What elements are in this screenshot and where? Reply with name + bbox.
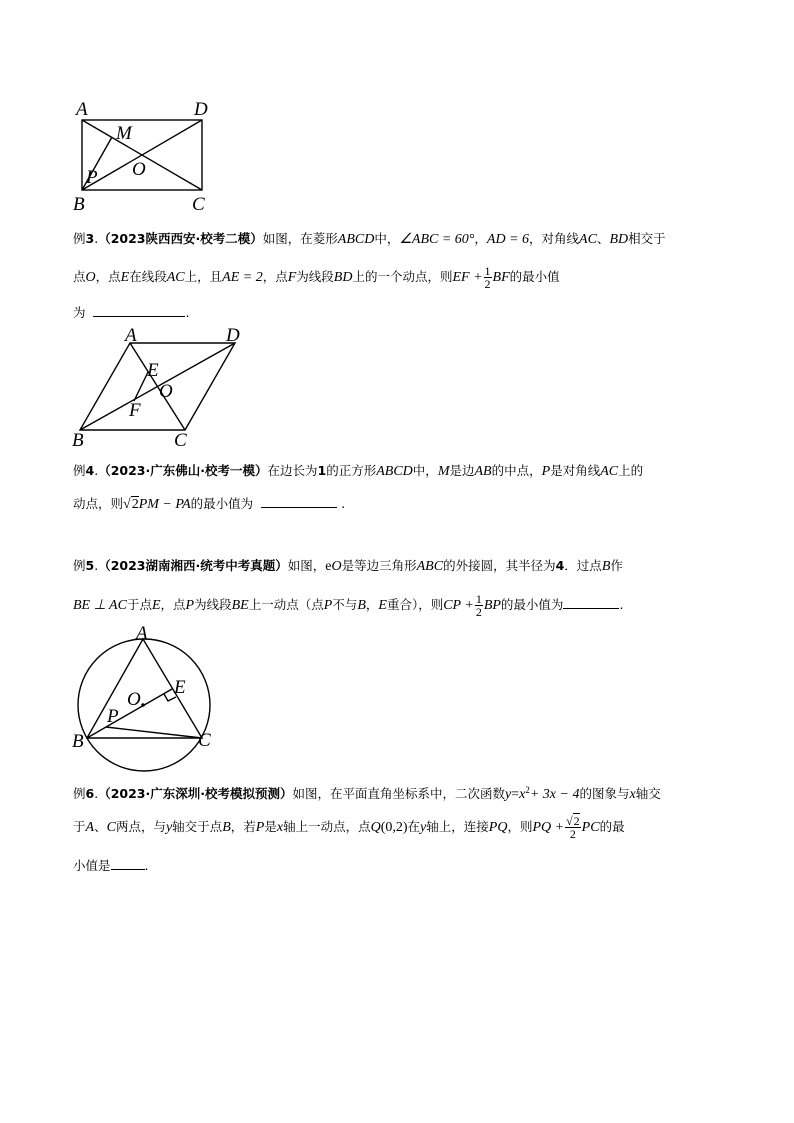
example-3-line-3: 为 . <box>73 305 190 320</box>
example-5-line-2: BE ⊥ AC于点E，点P为线段BE上一动点（点P不与B，E重合），则CP + $\frac{1}{2}$ BP的最小值为 . <box>73 592 624 619</box>
label-d: D <box>194 99 208 120</box>
answer-blank <box>111 857 145 870</box>
figure-circle-triangle <box>70 623 220 755</box>
label-d: D <box>226 325 240 346</box>
label-c: C <box>174 430 187 451</box>
label-a: A <box>125 325 137 346</box>
figure-rectangle <box>70 95 220 215</box>
example-4-source: （2023·广东佛山·校考一模） <box>98 463 268 478</box>
label-o: O <box>132 159 146 180</box>
answer-blank <box>563 596 619 609</box>
example-6-line-1: 例6.（2023·广东深圳·校考模拟预测）如图，在平面直角坐标系中，二次函数$y=x^2+ 3x - 4$的图象与x轴交 <box>73 785 661 803</box>
diagonal-bd <box>80 343 235 430</box>
example-3-source: （2023陕西西安·校考二模） <box>98 231 263 246</box>
segment-pc <box>106 727 202 738</box>
label-c: C <box>198 730 211 751</box>
label-b: B <box>72 430 84 451</box>
label-e: E <box>147 360 159 381</box>
example-6-line-3: 小值是 . <box>73 858 149 873</box>
label-f: F <box>129 400 141 421</box>
label-a: A <box>76 99 88 120</box>
label-b: B <box>73 194 85 215</box>
label-e: E <box>174 677 186 698</box>
label-o: O <box>127 689 141 710</box>
segment-ef <box>134 372 148 401</box>
fraction-one-half: $\frac{1}{2}$ <box>475 592 482 619</box>
label-o: O <box>159 381 173 402</box>
fraction-root2-over-2: $\frac{√2}{2}$ <box>566 814 580 841</box>
center-point-o <box>141 703 145 707</box>
answer-blank <box>93 304 185 317</box>
example-5-source: （2023湖南湘西·统考中考真题） <box>98 558 288 573</box>
label-a: A <box>136 623 148 644</box>
figure-rhombus <box>70 325 255 451</box>
example-6-line-2: 于A、C两点，与y轴交于点B，若P是x轴上一动点，点Q(0,2)在y轴上，连接PQ，则PQ + $\frac{√2}{2}$ PC的最 <box>73 814 625 841</box>
label-c: C <box>192 194 205 215</box>
label-p: P <box>107 706 119 727</box>
answer-blank <box>261 495 337 508</box>
label-b: B <box>72 731 84 752</box>
example-3-line-2: 点O，点E在线段AC上，且AE = 2，点F为线段BD上的一个动点，则EF + $\frac{1}{2}$ BF的最小值 <box>73 264 560 291</box>
label-p: P <box>86 167 98 188</box>
label-m: M <box>116 123 132 144</box>
example-3-line-1: 例3.（2023陕西西安·校考二模）如图，在菱形ABCD中，∠ABC = 60°，AD = 6，对角线AC、BD相交于 <box>73 231 666 247</box>
fraction-one-half: $\frac{1}{2}$ <box>484 264 491 291</box>
example-6-source: （2023·广东深圳·校考模拟预测） <box>98 786 293 802</box>
example-5-line-1: 例5.（2023湖南湘西·统考中考真题）如图，eO是等边三角形ABC的外接圆，其半径为4．过点B作 <box>73 558 623 574</box>
example-4-line-2: 动点，则√2PM − PA的最小值为 . <box>73 496 346 512</box>
example-4-line-1: 例4.（2023·广东佛山·校考一模）在边长为1的正方形ABCD中，M是边AB的中点，P是对角线AC上的 <box>73 463 644 479</box>
